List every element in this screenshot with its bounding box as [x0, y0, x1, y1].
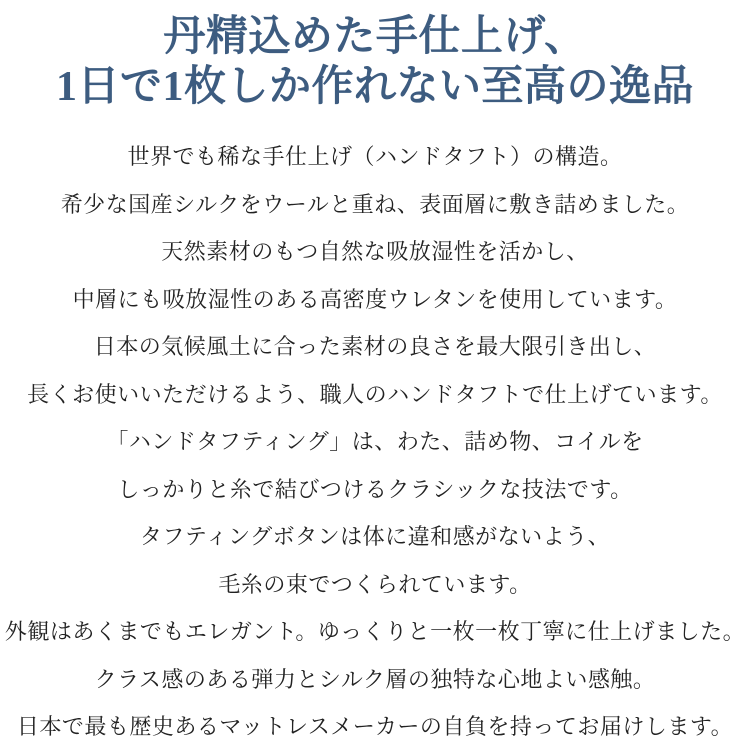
page-title — [0, 0, 750, 112]
body-line: クラス感のある弾力とシルク層の独特な心地よい感触。 — [94, 666, 656, 692]
body-line: 希少な国産シルクをウールと重ね、表面層に敷き詰めました。 — [60, 191, 690, 217]
description-body — [0, 133, 750, 750]
body-line: タフティングボタンは体に違和感がないよう、 — [139, 524, 611, 549]
body-line: 天然素材のもつ自然な吸放湿性を活かし、 — [161, 239, 589, 264]
body-line: 「ハンドタフティング」は、わた、詰め物、コイルを — [106, 429, 644, 454]
heading-line-1: 丹精込めた手仕上げ、 — [163, 14, 587, 60]
body-line: 長くお使いいただけるよう、職人のハンドタフトで仕上げています。 — [27, 381, 723, 407]
body-line: 中層にも吸放湿性のある高密度ウレタンを使用しています。 — [72, 286, 678, 312]
body-line: 世界でも稀な手仕上げ（ハンドタフト）の構造。 — [127, 144, 623, 169]
body-line: 外観はあくまでもエレガント。ゆっくりと一枚一枚丁寧に仕上げました。 — [4, 619, 746, 644]
body-line: 日本の気候風土に合った素材の良さを最大限引き出し、 — [93, 334, 657, 359]
body-line: 毛糸の束でつくられています。 — [218, 571, 532, 597]
heading-line-2: 1日で1枚しか作れない至高の逸品 — [55, 64, 694, 110]
body-line: 日本で最も歴史あるマットレスメーカーの自負を持ってお届けします。 — [16, 714, 734, 739]
body-line: しっかりと糸で結びつけるクラシックな技法です。 — [117, 476, 633, 502]
